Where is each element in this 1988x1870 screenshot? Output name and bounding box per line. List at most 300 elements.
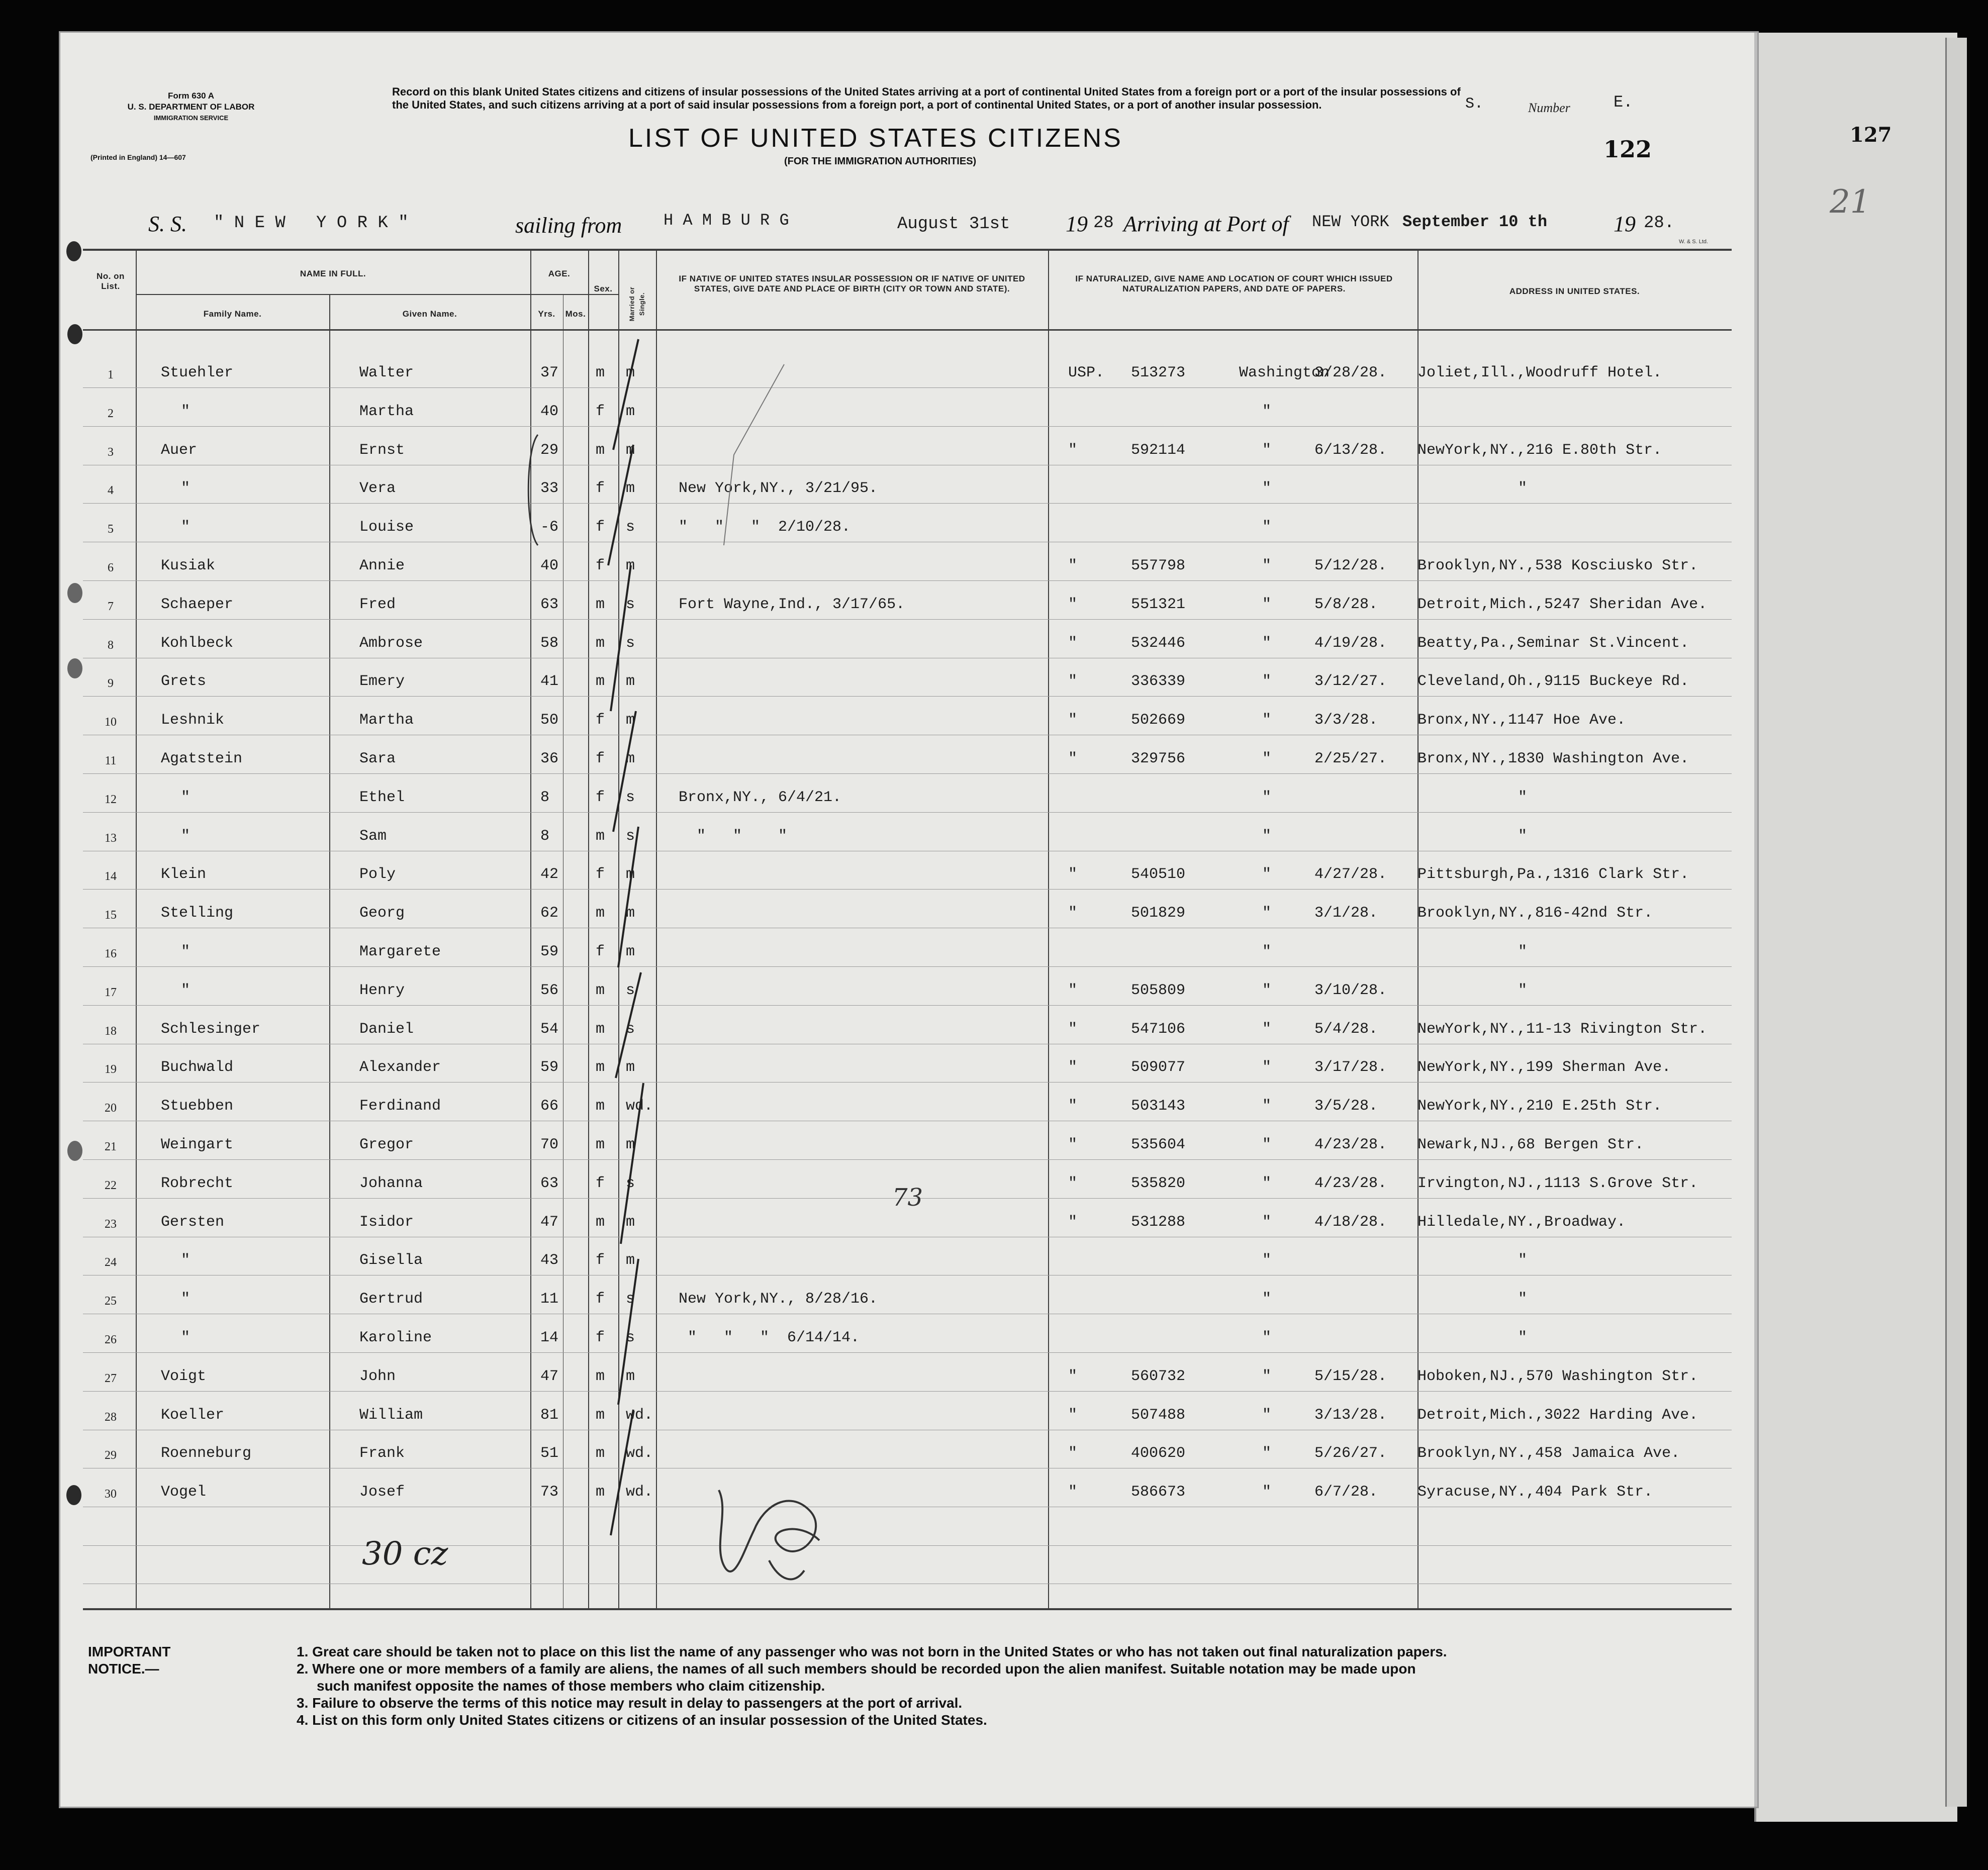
us-address: Bronx,NY.,1147 Hoe Ave.	[1417, 712, 1626, 729]
sex: f	[596, 712, 605, 729]
age-years: 59	[540, 1059, 559, 1076]
sex: f	[596, 557, 605, 574]
given-name: Annie	[359, 557, 405, 574]
us-address: NewYork,NY.,199 Sherman Ave.	[1417, 1059, 1671, 1076]
court-location: "	[1262, 866, 1271, 883]
row-rule	[83, 503, 1732, 504]
papers-date: 5/12/28.	[1314, 557, 1387, 574]
sex: m	[596, 634, 605, 652]
row-rule	[83, 1005, 1732, 1006]
court-location: "	[1262, 905, 1271, 922]
sex: m	[596, 441, 605, 459]
marital-status: s	[626, 1020, 635, 1038]
age-years: 59	[540, 943, 559, 960]
row-number: 11	[105, 754, 117, 767]
binding-hole	[67, 324, 82, 344]
row-number: 22	[105, 1178, 117, 1192]
given-name: Martha	[359, 712, 414, 729]
court-location: "	[1262, 1406, 1271, 1424]
given-name: Louise	[359, 519, 414, 536]
row-rule	[83, 1391, 1732, 1392]
binding-hole	[66, 241, 81, 261]
row-number: 17	[105, 986, 117, 999]
court-location: "	[1262, 1484, 1271, 1501]
notice-item-1: 1. Great care should be taken not to place on this list the name of any passenger who was not born in the United States or who has not taken out final naturalization papers.	[297, 1644, 1447, 1659]
naturalization-prefix: "	[1068, 866, 1078, 883]
age-subheader-line	[530, 294, 618, 295]
age-margin-note: 73	[892, 1184, 923, 1212]
ship-name: " N E W Y O R K "	[214, 214, 409, 233]
family-name: Roenneburg	[161, 1445, 252, 1462]
row-number: 8	[108, 638, 114, 652]
col-divider	[588, 249, 589, 1609]
bracket-stroke	[714, 354, 794, 555]
header-yrs: Yrs.	[538, 309, 555, 319]
age-years: 50	[540, 712, 559, 729]
year-suffix-2: 28.	[1644, 214, 1675, 233]
row-number: 12	[105, 793, 117, 806]
header-age: AGE.	[548, 269, 571, 278]
row-rule	[83, 619, 1732, 620]
row-rule	[83, 696, 1732, 697]
notice-label: IMPORTANT NOTICE.—	[88, 1644, 171, 1677]
notice-item-2: 2. Where one or more members of a family are aliens, the names of all such members should be recorded upon the alien manifest. Suitable notation may be made upon	[297, 1661, 1416, 1677]
papers-date: 3/1/28.	[1314, 905, 1378, 922]
marital-status: s	[626, 519, 635, 536]
form-instructions: Record on this blank United States citizens and citizens of insular possessions of the United States arriving at a port of continental United States from a foreign port or a port of the insular possessions of the United States, and such citizens arriving at a port of said insular possessions from a foreign port, a port of continental United States, or a port of another insular possession.	[392, 85, 1461, 111]
naturalization-number: 592114	[1131, 441, 1186, 459]
court-location: "	[1262, 943, 1271, 960]
marital-status: m	[626, 364, 635, 381]
table-top-border	[83, 249, 1732, 251]
age-years: 37	[540, 364, 559, 381]
row-number: 1	[108, 368, 114, 381]
marital-status: m	[626, 1367, 635, 1385]
row-rule	[83, 580, 1732, 581]
naturalization-number: 336339	[1131, 673, 1186, 691]
given-name: Gisella	[359, 1252, 423, 1269]
row-number: 18	[105, 1024, 117, 1038]
header-name: NAME IN FULL.	[300, 269, 366, 278]
family-name: "	[181, 1329, 191, 1346]
header-address: ADDRESS IN UNITED STATES.	[1509, 286, 1640, 296]
margin-handwritten: 21	[1830, 183, 1871, 221]
row-number: 15	[105, 909, 117, 922]
court-location: "	[1262, 1020, 1271, 1038]
us-address: Bronx,NY.,1830 Washington Ave.	[1417, 750, 1689, 767]
marital-status: wd.	[626, 1406, 653, 1424]
family-name: Agatstein	[161, 750, 243, 767]
naturalization-number: 586673	[1131, 1484, 1186, 1501]
naturalization-prefix: "	[1068, 712, 1078, 729]
given-name: Sam	[359, 827, 387, 845]
papers-date: 3/10/28.	[1314, 981, 1387, 999]
naturalization-prefix: "	[1068, 441, 1078, 459]
page-stack-edge	[1945, 38, 1967, 1807]
department: U. S. DEPARTMENT OF LABOR	[127, 102, 255, 112]
papers-date: 4/18/28.	[1314, 1213, 1387, 1231]
naturalization-prefix: "	[1068, 1484, 1078, 1501]
age-years: 47	[540, 1213, 559, 1231]
marital-status: s	[626, 1174, 635, 1192]
us-address: "	[1518, 789, 1528, 806]
marital-status: wd.	[626, 1445, 653, 1462]
given-name: Sara	[359, 750, 396, 767]
marital-status: m	[626, 673, 635, 691]
us-address: "	[1518, 943, 1528, 960]
row-number: 13	[105, 831, 117, 845]
family-name: Weingart	[161, 1136, 234, 1153]
family-name: "	[181, 1291, 191, 1308]
family-name: "	[181, 827, 191, 845]
court-location: "	[1262, 1329, 1271, 1346]
court-location: "	[1262, 712, 1271, 729]
naturalization-number: 540510	[1131, 866, 1186, 883]
given-name: Alexander	[359, 1059, 441, 1076]
us-address: Brooklyn,NY.,538 Kosciusko Str.	[1417, 557, 1698, 574]
row-number: 10	[105, 716, 117, 729]
papers-date: 5/15/28.	[1314, 1367, 1387, 1385]
court-location: "	[1262, 634, 1271, 652]
naturalization-prefix: "	[1068, 1213, 1078, 1231]
col-divider	[329, 294, 330, 1609]
printed-note: (Printed in England) 14—607	[90, 153, 186, 161]
sex: m	[596, 905, 605, 922]
birth-info: New York,NY., 8/28/16.	[679, 1291, 878, 1308]
notice-item-4: 4. List on this form only United States citizens or citizens of an insular possession of the United States.	[297, 1712, 987, 1728]
row-number: 26	[105, 1333, 117, 1346]
age-years: 73	[540, 1484, 559, 1501]
us-address: "	[1518, 827, 1528, 845]
papers-date: 3/17/28.	[1314, 1059, 1387, 1076]
court-location: "	[1262, 596, 1271, 613]
given-name: Fred	[359, 596, 396, 613]
header-bottom-border	[83, 329, 1732, 331]
margin-number: 127	[1850, 123, 1892, 147]
us-address: "	[1518, 1291, 1528, 1308]
marital-status: m	[626, 905, 635, 922]
year-suffix-1: 28	[1093, 214, 1114, 233]
age-years: 33	[540, 480, 559, 498]
papers-date: 3/13/28.	[1314, 1406, 1387, 1424]
row-rule	[83, 773, 1732, 774]
naturalization-prefix: "	[1068, 1174, 1078, 1192]
form-meta	[101, 90, 281, 124]
given-name: Ferdinand	[359, 1098, 441, 1115]
birth-info: Bronx,NY., 6/4/21.	[679, 789, 842, 806]
given-name: Poly	[359, 866, 396, 883]
papers-date: 4/23/28.	[1314, 1136, 1387, 1153]
sailing-label: sailing from	[515, 213, 622, 238]
marital-status: s	[626, 634, 635, 652]
us-address: Detroit,Mich.,5247 Sheridan Ave.	[1417, 596, 1708, 613]
papers-date: 6/7/28.	[1314, 1484, 1378, 1501]
row-number: 25	[105, 1295, 117, 1308]
marital-status: s	[626, 596, 635, 613]
age-years: -6	[540, 519, 559, 536]
row-number: 30	[105, 1488, 117, 1501]
row-rule	[83, 1352, 1732, 1353]
service: IMMIGRATION SERVICE	[153, 114, 229, 122]
row-number: 28	[105, 1410, 117, 1424]
family-name: Schlesinger	[161, 1020, 261, 1038]
birth-info: Fort Wayne,Ind., 3/17/65.	[679, 596, 905, 613]
family-name: "	[181, 789, 191, 806]
us-address: Beatty,Pa.,Seminar St.Vincent.	[1417, 634, 1689, 652]
naturalization-prefix: "	[1068, 750, 1078, 767]
inspector-signature	[699, 1470, 849, 1591]
sex: f	[596, 1252, 605, 1269]
family-name: "	[181, 480, 191, 498]
court-location: "	[1262, 519, 1271, 536]
naturalization-number: 501829	[1131, 905, 1186, 922]
header-naturalized: IF NATURALIZED, GIVE NAME AND LOCATION OF COURT WHICH ISSUED NATURALIZATION PAPERS, AND DATE OF PAPERS.	[1075, 274, 1393, 293]
marital-status: m	[626, 943, 635, 960]
age-years: 58	[540, 634, 559, 652]
sex: m	[596, 827, 605, 845]
sex: f	[596, 1329, 605, 1346]
check-marks	[603, 329, 664, 1560]
court-location: "	[1262, 1059, 1271, 1076]
family-name: Vogel	[161, 1484, 207, 1501]
court-location: "	[1262, 750, 1271, 767]
us-address: Hoboken,NJ.,570 Washington Str.	[1417, 1367, 1698, 1385]
naturalization-prefix: "	[1068, 673, 1078, 691]
marital-status: m	[626, 866, 635, 883]
given-name: Georg	[359, 905, 405, 922]
naturalization-prefix: "	[1068, 981, 1078, 999]
naturalization-number: 509077	[1131, 1059, 1186, 1076]
sex: f	[596, 789, 605, 806]
row-number: 7	[108, 600, 114, 613]
us-address: NewYork,NY.,216 E.80th Str.	[1417, 441, 1662, 459]
us-address: "	[1518, 1252, 1528, 1269]
naturalization-prefix: "	[1068, 1445, 1078, 1462]
row-number: 24	[105, 1256, 117, 1269]
family-name: Stuebben	[161, 1098, 234, 1115]
court-location: "	[1262, 403, 1271, 420]
family-name: Auer	[161, 441, 198, 459]
naturalization-number: 547106	[1131, 1020, 1186, 1038]
court-location: "	[1262, 480, 1271, 498]
given-name: Frank	[359, 1445, 405, 1462]
family-name: "	[181, 519, 191, 536]
naturalization-number: 551321	[1131, 596, 1186, 613]
us-address: Cleveland,Oh.,9115 Buckeye Rd.	[1417, 673, 1689, 691]
court-location: "	[1262, 1098, 1271, 1115]
us-address: Joliet,Ill.,Woodruff Hotel.	[1417, 364, 1662, 381]
given-name: Josef	[359, 1484, 405, 1501]
marital-status: m	[626, 1213, 635, 1231]
age-years: 8	[540, 789, 550, 806]
court-location: "	[1262, 557, 1271, 574]
marital-status: m	[626, 712, 635, 729]
header-no: No. on List.	[97, 271, 125, 291]
row-number: 27	[105, 1371, 117, 1385]
sex: m	[596, 1406, 605, 1424]
birth-info: New York,NY., 3/21/95.	[679, 480, 878, 498]
s-label: S.	[1465, 95, 1484, 113]
row-number: 6	[108, 561, 114, 574]
next-page-edge	[1754, 33, 1957, 1822]
year-prefix-2: 19	[1614, 212, 1636, 236]
given-name: Margarete	[359, 943, 441, 960]
given-name: Ernst	[359, 441, 405, 459]
us-address: Pittsburgh,Pa.,1316 Clark Str.	[1417, 866, 1689, 883]
papers-date: 3/5/28.	[1314, 1098, 1378, 1115]
given-name: John	[359, 1367, 396, 1385]
us-address: "	[1518, 1329, 1528, 1346]
naturalization-number: 329756	[1131, 750, 1186, 767]
form-number: Form 630 A	[168, 91, 214, 101]
naturalization-prefix: "	[1068, 557, 1078, 574]
age-years: 43	[540, 1252, 559, 1269]
family-name: Kohlbeck	[161, 634, 234, 652]
family-name: "	[181, 1252, 191, 1269]
age-years: 47	[540, 1367, 559, 1385]
court-location: Washington	[1239, 364, 1330, 381]
birth-info: " " "	[679, 827, 788, 845]
age-years: 70	[540, 1136, 559, 1153]
family-name: Klein	[161, 866, 207, 883]
header-family: Family Name.	[203, 309, 262, 319]
marital-status: m	[626, 557, 635, 574]
sex: f	[596, 943, 605, 960]
naturalization-number: 502669	[1131, 712, 1186, 729]
marital-status: wd.	[626, 1484, 653, 1501]
age-years: 40	[540, 557, 559, 574]
given-name: Isidor	[359, 1213, 414, 1231]
naturalization-number: 505809	[1131, 981, 1186, 999]
row-rule	[83, 889, 1732, 890]
papers-date: 5/4/28.	[1314, 1020, 1378, 1038]
marital-status: m	[626, 1136, 635, 1153]
age-years: 14	[540, 1329, 559, 1346]
court-location: "	[1262, 789, 1271, 806]
notice-items	[297, 1643, 1739, 1729]
papers-date: 2/25/27.	[1314, 750, 1387, 767]
marital-status: wd.	[626, 1098, 653, 1115]
date-to: September 10 th	[1402, 213, 1548, 231]
family-name: Buchwald	[161, 1059, 234, 1076]
sex: m	[596, 1136, 605, 1153]
us-address: Detroit,Mich.,3022 Harding Ave.	[1417, 1406, 1698, 1424]
court-location: "	[1262, 1213, 1271, 1231]
row-number: 14	[105, 870, 117, 883]
row-rule	[83, 1159, 1732, 1160]
row-number: 20	[105, 1102, 117, 1115]
row-number: 29	[105, 1449, 117, 1462]
sex: f	[596, 750, 605, 767]
row-rule	[83, 426, 1732, 427]
ss-label: S. S.	[148, 212, 187, 236]
marital-status: m	[626, 750, 635, 767]
sex: m	[596, 1020, 605, 1038]
row-number: 2	[108, 407, 114, 420]
papers-date: 3/3/28.	[1314, 712, 1378, 729]
family-name: Voigt	[161, 1367, 207, 1385]
row-number: 23	[105, 1217, 117, 1231]
marital-status: m	[626, 441, 635, 459]
marital-status: s	[626, 789, 635, 806]
family-name: Leshnik	[161, 712, 225, 729]
papers-date: 5/8/28.	[1314, 596, 1378, 613]
papers-date: 3/28/28.	[1314, 364, 1387, 381]
naturalization-number: 532446	[1131, 634, 1186, 652]
naturalization-number: 513273	[1131, 364, 1186, 381]
notice-item-2-cont: such manifest opposite the names of those members who claim citizenship.	[317, 1678, 825, 1694]
age-years: 41	[540, 673, 559, 691]
naturalization-prefix: "	[1068, 1367, 1078, 1385]
given-name: Gertrud	[359, 1291, 423, 1308]
naturalization-number: 560732	[1131, 1367, 1186, 1385]
family-name: Gersten	[161, 1213, 225, 1231]
us-address: Brooklyn,NY.,816-42nd Str.	[1417, 905, 1653, 922]
sex: f	[596, 1291, 605, 1308]
form-title: LIST OF UNITED STATES CITIZENS	[628, 124, 1123, 153]
us-address: "	[1518, 981, 1528, 999]
table-bottom-border	[83, 1608, 1732, 1610]
court-location: "	[1262, 827, 1271, 845]
naturalization-number: 507488	[1131, 1406, 1186, 1424]
sex: m	[596, 673, 605, 691]
row-number: 9	[108, 677, 114, 691]
us-address: NewYork,NY.,11-13 Rivington Str.	[1417, 1020, 1708, 1038]
notice-item-3: 3. Failure to observe the terms of this notice may result in delay to passengers at the port of arrival.	[297, 1695, 963, 1711]
row-rule	[83, 966, 1732, 967]
marital-status: m	[626, 403, 635, 420]
arriving-label: Arriving at Port of	[1123, 212, 1289, 236]
us-address: NewYork,NY.,210 E.25th Str.	[1417, 1098, 1662, 1115]
family-name: Stelling	[161, 905, 234, 922]
col-divider	[1048, 249, 1049, 1609]
family-name: "	[181, 403, 191, 420]
family-name: Stuehler	[161, 364, 234, 381]
family-name: Koeller	[161, 1406, 225, 1424]
given-name: Gregor	[359, 1136, 414, 1153]
us-address: Brooklyn,NY.,458 Jamaica Ave.	[1417, 1445, 1680, 1462]
given-name: Henry	[359, 981, 405, 999]
family-name: Kusiak	[161, 557, 216, 574]
family-name: "	[181, 981, 191, 999]
age-years: 54	[540, 1020, 559, 1038]
naturalization-prefix: "	[1068, 1020, 1078, 1038]
row-rule	[83, 1545, 1732, 1546]
naturalization-prefix: USP.	[1068, 364, 1105, 381]
age-years: 81	[540, 1406, 559, 1424]
number-label: Number	[1528, 101, 1570, 115]
papers-date: 3/12/27.	[1314, 673, 1387, 691]
marital-status: s	[626, 1291, 635, 1308]
given-name: Karoline	[359, 1329, 432, 1346]
court-location: "	[1262, 1445, 1271, 1462]
us-address: Irvington,NJ.,1113 S.Grove Str.	[1417, 1174, 1698, 1192]
given-name: Walter	[359, 364, 414, 381]
form-subtitle: (FOR THE IMMIGRATION AUTHORITIES)	[784, 156, 977, 167]
marital-status: m	[626, 480, 635, 498]
row-number: 21	[105, 1140, 117, 1153]
sex: m	[596, 364, 605, 381]
birth-info: " " " 6/14/14.	[679, 1329, 860, 1346]
sex: f	[596, 480, 605, 498]
given-name: Vera	[359, 480, 396, 498]
sex: m	[596, 596, 605, 613]
row-number: 5	[108, 523, 114, 536]
sex: f	[596, 1174, 605, 1192]
naturalization-number: 557798	[1131, 557, 1186, 574]
age-years: 29	[540, 441, 559, 459]
given-name: Martha	[359, 403, 414, 420]
